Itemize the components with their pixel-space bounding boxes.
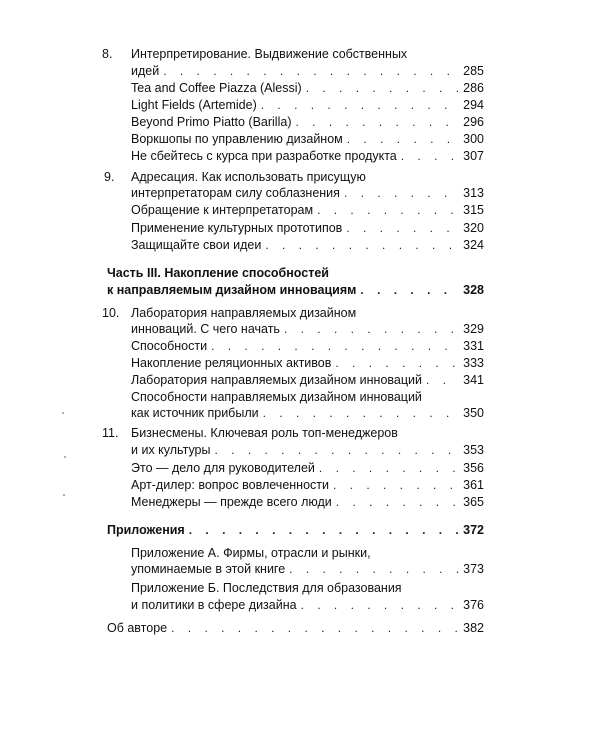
chapter-8-number: 8. <box>102 47 113 61</box>
page-number: 373 <box>463 562 484 576</box>
chapter-11-title-line1: Бизнесмены. Ключевая роль топ-менеджеров <box>131 426 398 440</box>
toc-item[interactable]: Менеджеры — прежде всего люди . . . 365 <box>131 495 484 510</box>
appendix-b-entry[interactable]: и политики в сфере дизайна . . . 376 <box>131 598 484 613</box>
leader-dots <box>346 221 459 236</box>
page-number: 341 <box>463 373 484 387</box>
leader-dots <box>189 523 459 538</box>
page-number: 300 <box>463 132 484 146</box>
chapter-10-number: 10. <box>102 306 120 320</box>
toc-item[interactable]: Это — дело для руководителей . . . 356 <box>131 461 484 476</box>
page-number: 320 <box>463 221 484 235</box>
page-number: 286 <box>463 81 484 95</box>
page-number: 313 <box>463 186 484 200</box>
page-number: 361 <box>463 478 484 492</box>
page-number: 382 <box>463 621 484 635</box>
chapter-9-title-line1: Адресация. Как использовать присущую <box>131 170 366 184</box>
toc-item[interactable]: Защищайте свои идеи . . . 324 <box>131 238 484 253</box>
toc-item[interactable]: Обращение к интерпретаторам . . . 315 <box>131 203 484 218</box>
appendix-a-entry[interactable]: упоминаемые в этой книге . . . 373 <box>131 562 484 577</box>
leader-dots <box>284 322 459 337</box>
leader-dots <box>347 132 459 147</box>
chapter-11-number: 11. <box>102 426 119 440</box>
toc-item[interactable]: Применение культурных прототипов . . . 320 <box>131 221 484 236</box>
appendix-a-line1: Приложение А. Фирмы, отрасли и рынки, <box>131 546 371 560</box>
page-number: 315 <box>463 203 484 217</box>
leader-dots <box>306 81 459 96</box>
about-author-entry[interactable]: Об авторе . . . 382 <box>107 621 484 636</box>
leader-dots <box>295 115 459 130</box>
leader-dots <box>360 283 459 298</box>
leader-dots <box>215 443 460 458</box>
page-number: 329 <box>463 322 484 336</box>
leader-dots <box>319 461 459 476</box>
chapter-9-entry[interactable]: интерпретаторам силу соблазнения . . . 313 <box>131 186 484 201</box>
page-number: 331 <box>463 339 484 353</box>
toc-item[interactable]: Воркшопы по управлению дизайном . . . 300 <box>131 132 484 147</box>
page-number: 307 <box>463 149 484 163</box>
leader-dots <box>317 203 459 218</box>
toc-item[interactable]: Tea and Coffee Piazza (Alessi) . . . 286 <box>131 81 484 96</box>
chapter-8-title-line1: Интерпретирование. Выдвижение собственных <box>131 47 408 61</box>
page-number: 296 <box>463 115 484 129</box>
leader-dots <box>344 186 459 201</box>
leader-dots <box>301 598 460 613</box>
scan-speck <box>63 494 65 496</box>
toc-item[interactable]: Накопление реляционных активов . . . 333 <box>131 356 484 371</box>
chapter-9-number: 9. <box>104 170 115 184</box>
toc-item-line1: Способности направляемых дизайном инноваций <box>131 390 422 404</box>
page-number: 353 <box>463 443 484 457</box>
page-number: 356 <box>463 461 484 475</box>
leader-dots <box>333 478 459 493</box>
leader-dots <box>289 562 459 577</box>
leader-dots <box>211 339 459 354</box>
chapter-11-entry[interactable]: и их культуры . . . 353 <box>131 443 484 458</box>
scan-speck <box>62 412 64 414</box>
chapter-10-title-line1: Лаборатория направляемых дизайном <box>131 306 357 320</box>
part-3-title-line1: Часть III. Накопление способностей <box>107 266 329 280</box>
toc-item[interactable]: как источник прибыли . . . 350 <box>131 406 484 421</box>
page-number: 333 <box>463 356 484 370</box>
page-number: 376 <box>463 598 484 612</box>
page-number: 365 <box>463 495 484 509</box>
appendix-b-line1: Приложение Б. Последствия для образования <box>131 581 402 595</box>
leader-dots <box>335 356 459 371</box>
toc-item[interactable]: Не сбейтесь с курса при разработке продукта . . . 307 <box>131 149 484 164</box>
page-number: 294 <box>463 98 484 112</box>
leader-dots <box>163 64 459 79</box>
leader-dots <box>263 406 460 421</box>
toc-item[interactable]: Light Fields (Artemide) . . . 294 <box>131 98 484 113</box>
chapter-8-entry[interactable]: идей . . . 285 <box>131 64 484 79</box>
leader-dots <box>171 621 459 636</box>
page-number: 324 <box>463 238 484 252</box>
chapter-10-entry[interactable]: инноваций. С чего начать . . . 329 <box>131 322 484 337</box>
appendices-entry[interactable]: Приложения . . . 372 <box>107 523 484 538</box>
leader-dots <box>426 373 459 388</box>
scan-speck <box>64 456 66 458</box>
leader-dots <box>401 149 459 164</box>
toc-item[interactable]: Способности . . . 331 <box>131 339 484 354</box>
leader-dots <box>336 495 459 510</box>
page-number: 328 <box>463 283 484 297</box>
page-number: 285 <box>463 64 484 78</box>
toc-item[interactable]: Лаборатория направляемых дизайном инноваций . . . 341 <box>131 373 484 388</box>
toc-item[interactable]: Арт-дилер: вопрос вовлеченности . . . 361 <box>131 478 484 493</box>
part-3-entry[interactable]: к направляемым дизайном инновациям . . . 328 <box>107 283 484 298</box>
leader-dots <box>265 238 459 253</box>
page-number: 372 <box>463 523 484 537</box>
page-number: 350 <box>463 406 484 420</box>
leader-dots <box>261 98 459 113</box>
toc-item[interactable]: Beyond Primo Piatto (Barilla) . . . 296 <box>131 115 484 130</box>
